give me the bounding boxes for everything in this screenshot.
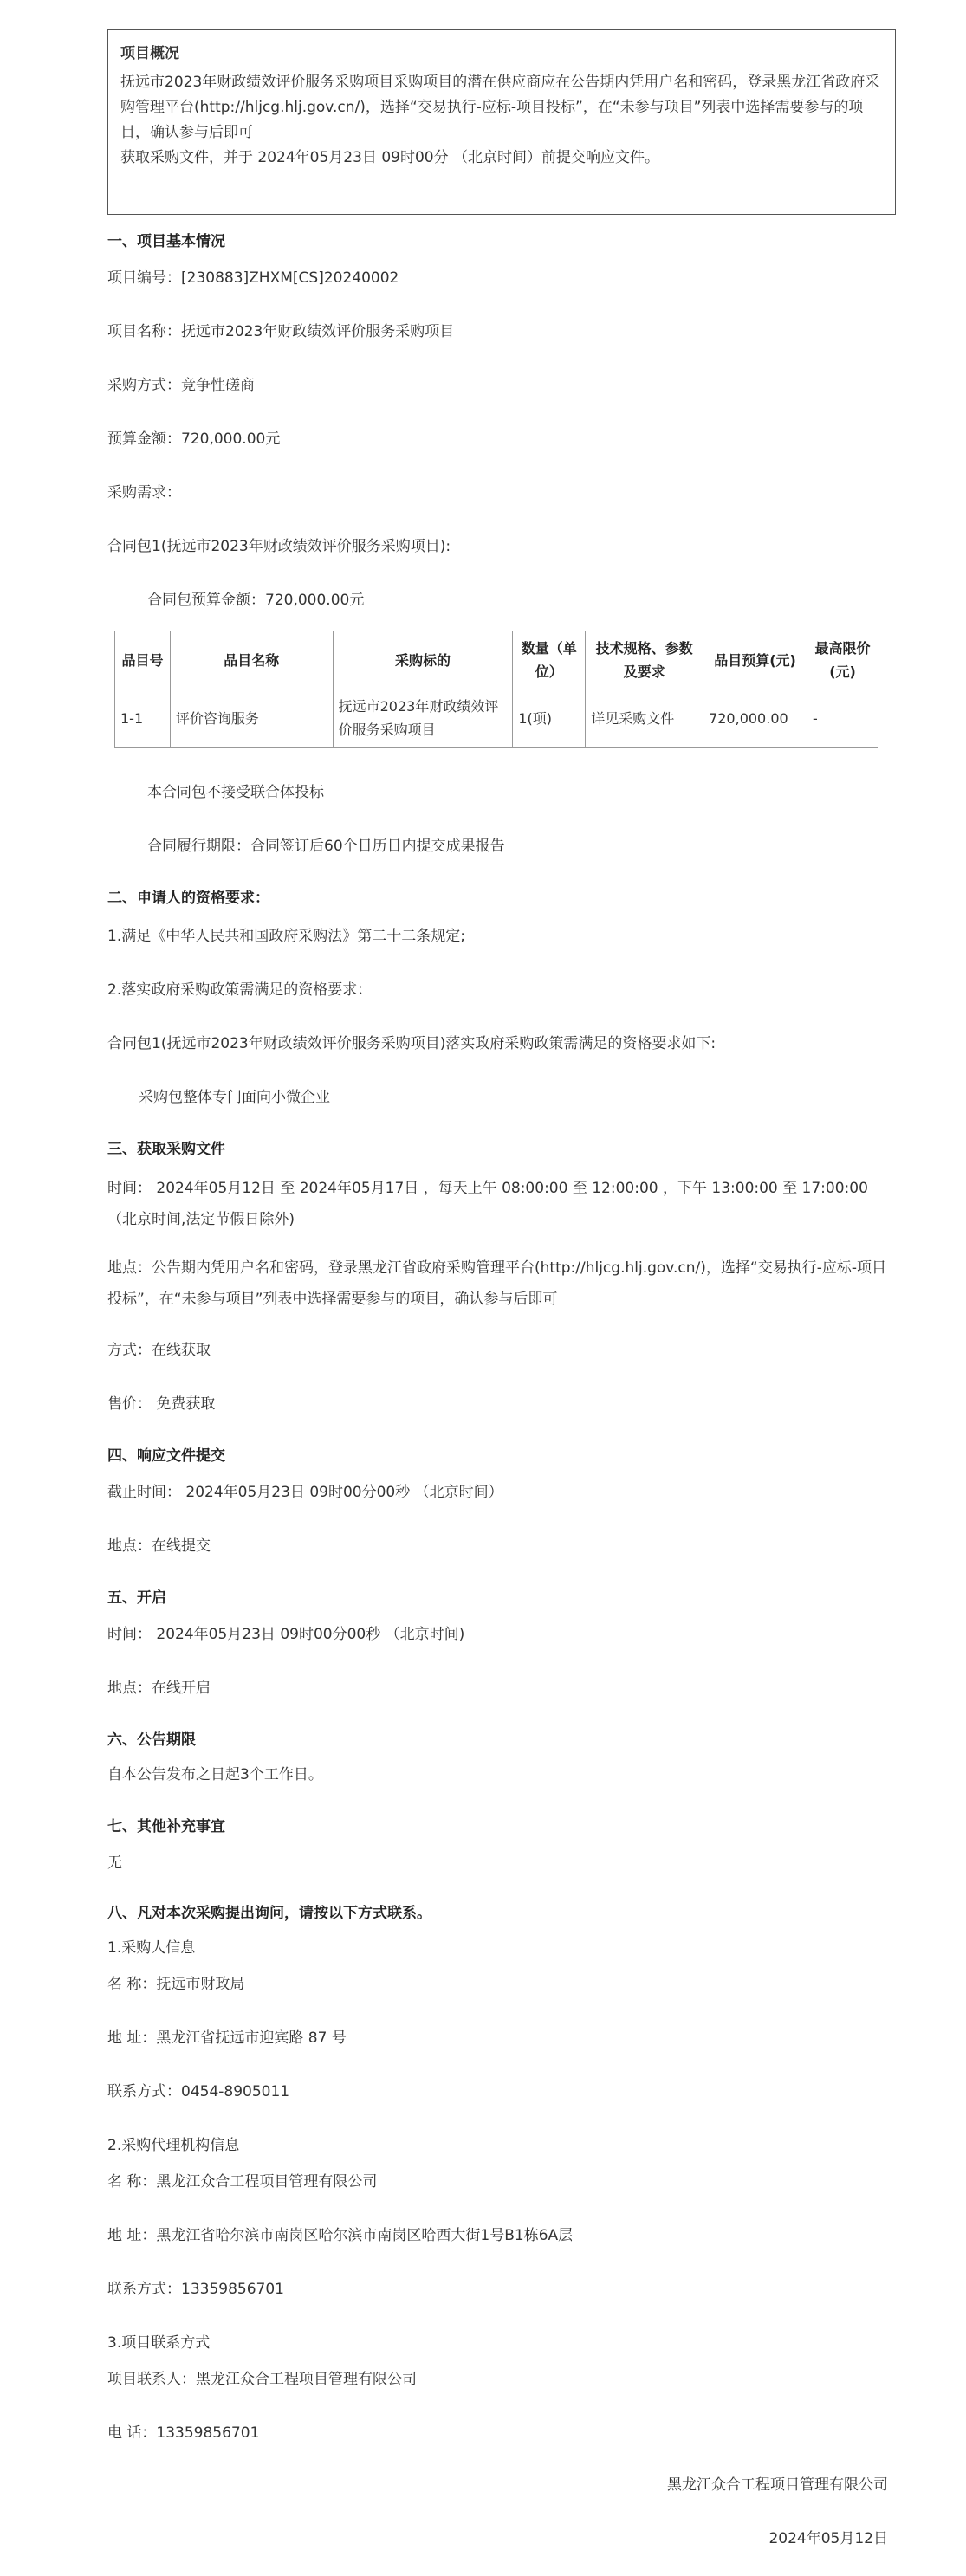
acquisition-way: 方式：在线获取: [107, 1342, 211, 1359]
footer-date: 2024年05月12日: [768, 2530, 888, 2547]
document-price: 售价： 免费获取: [107, 1395, 216, 1413]
acquisition-time: 时间： 2024年05月12日 至 2024年05月17日 ，每天上午 08:00:00 至 12:00:00 ，下午 13:00:00 至 17:00:00 （北京时间,法定节假日除外): [107, 1180, 868, 1228]
table-header-cell: 品目号: [115, 631, 171, 689]
section8-heading: 八、凡对本次采购提出询问，请按以下方式联系。: [107, 1905, 431, 1922]
package-qualification: 合同包1(抚远市2023年财政绩效评价服务采购项目)落实政府采购政策需满足的资格要求如下:: [107, 1035, 716, 1052]
project-contact-title: 3.项目联系方式: [107, 2334, 211, 2352]
table-header-cell: 最高限价(元): [807, 631, 878, 689]
table-header-cell: 采购标的: [333, 631, 513, 689]
supplementary-text: 无: [107, 1854, 122, 1872]
purchaser-name: 名 称：抚远市财政局: [107, 1976, 245, 1993]
opening-place: 地点：在线开启: [107, 1680, 211, 1697]
section1-heading: 一、项目基本情况: [107, 233, 225, 250]
qualification-item-1: 1.满足《中华人民共和国政府采购法》第二十二条规定;: [107, 928, 465, 945]
submission-place: 地点：在线提交: [107, 1537, 211, 1555]
overview-text: 抚远市2023年财政绩效评价服务采购项目采购项目的潜在供应商应在公告期内凭用户名和密码，登录黑龙江省政府采购管理平台(http://hljcg.hlj.gov.cn/)，选择“交易执行-应标-项目投标”，在“未参与项目”列表中选择需要参与的项目，确认参与后即可: [120, 74, 880, 141]
contract-package: 合同包1(抚远市2023年财政绩效评价服务采购项目):: [107, 538, 451, 555]
agency-info-title: 2.采购代理机构信息: [107, 2137, 240, 2154]
section4-heading: 四、响应文件提交: [107, 1447, 225, 1465]
table-header-cell: 品目名称: [170, 631, 333, 689]
no-joint-bid-note: 本合同包不接受联合体投标: [147, 784, 324, 801]
overview-box: [107, 29, 896, 215]
opening-time: 时间： 2024年05月23日 09时00分00秒 （北京时间): [107, 1626, 465, 1643]
table-cell: -: [807, 689, 878, 748]
footer-organization: 黑龙江众合工程项目管理有限公司: [667, 2476, 888, 2494]
project-name: 项目名称：抚远市2023年财政绩效评价服务采购项目: [107, 323, 455, 340]
overview-title: 项目概况: [120, 45, 179, 62]
table-cell: 抚远市2023年财政绩效评价服务采购项目: [333, 689, 513, 748]
table-header-cell: 数量（单位）: [513, 631, 586, 689]
table-cell: 720,000.00: [703, 689, 807, 748]
table-header-cell: 品目预算(元): [703, 631, 807, 689]
purchaser-info-title: 1.采购人信息: [107, 1939, 196, 1957]
section7-heading: 七、其他补充事宜: [107, 1818, 225, 1835]
project-number: 项目编号：[230883]ZHXM[CS]20240002: [107, 269, 399, 287]
notice-period: 自本公告发布之日起3个工作日。: [107, 1766, 323, 1783]
purchaser-phone: 联系方式：0454-8905011: [107, 2083, 290, 2100]
section3-heading: 三、获取采购文件: [107, 1141, 225, 1158]
procurement-demand: 采购需求：: [107, 484, 181, 502]
procurement-method: 采购方式：竞争性磋商: [107, 377, 255, 394]
overview-deadline-text: 获取采购文件，并于 2024年05月23日 09时00分 （北京时间）前提交响应文件。: [120, 149, 660, 166]
table-cell: 详见采购文件: [586, 689, 703, 748]
table-cell: 1-1: [115, 689, 171, 748]
items-table: [114, 631, 878, 748]
table-header-cell: 技术规格、参数及要求: [586, 631, 703, 689]
agency-address: 地 址：黑龙江省哈尔滨市南岗区哈尔滨市南岗区哈西大街1号B1栋6A层: [107, 2227, 574, 2244]
project-contact-phone: 电 话：13359856701: [107, 2424, 260, 2442]
qualification-item-2: 2.落实政府采购政策需满足的资格要求：: [107, 981, 373, 999]
submission-deadline: 截止时间： 2024年05月23日 09时00分00秒 （北京时间）: [107, 1484, 503, 1501]
table-cell: 评价咨询服务: [170, 689, 333, 748]
section6-heading: 六、公告期限: [107, 1731, 196, 1749]
agency-name: 名 称：黑龙江众合工程项目管理有限公司: [107, 2173, 378, 2191]
table-cell: 1(项): [513, 689, 586, 748]
project-contact-person: 项目联系人：黑龙江众合工程项目管理有限公司: [107, 2371, 417, 2388]
acquisition-place: 地点：公告期内凭用户名和密码，登录黑龙江省政府采购管理平台(http://hljcg.hlj.gov.cn/)，选择“交易执行-应标-项目投标”，在“未参与项目”列表中选择需要参与的项目，确认参与后即可: [107, 1259, 886, 1308]
sme-requirement: 采购包整体专门面向小微企业: [139, 1089, 330, 1106]
purchaser-address: 地 址：黑龙江省抚远市迎宾路 87 号: [107, 2029, 347, 2047]
table-header-row: [115, 631, 878, 689]
agency-phone: 联系方式：13359856701: [107, 2281, 284, 2298]
table-row: [115, 689, 878, 748]
section5-heading: 五、开启: [107, 1589, 166, 1607]
package-budget: 合同包预算金额：720,000.00元: [147, 592, 365, 609]
budget-amount: 预算金额：720,000.00元: [107, 430, 281, 448]
section2-heading: 二、申请人的资格要求：: [107, 890, 269, 907]
contract-period: 合同履行期限：合同签订后60个日历日内提交成果报告: [147, 838, 505, 855]
